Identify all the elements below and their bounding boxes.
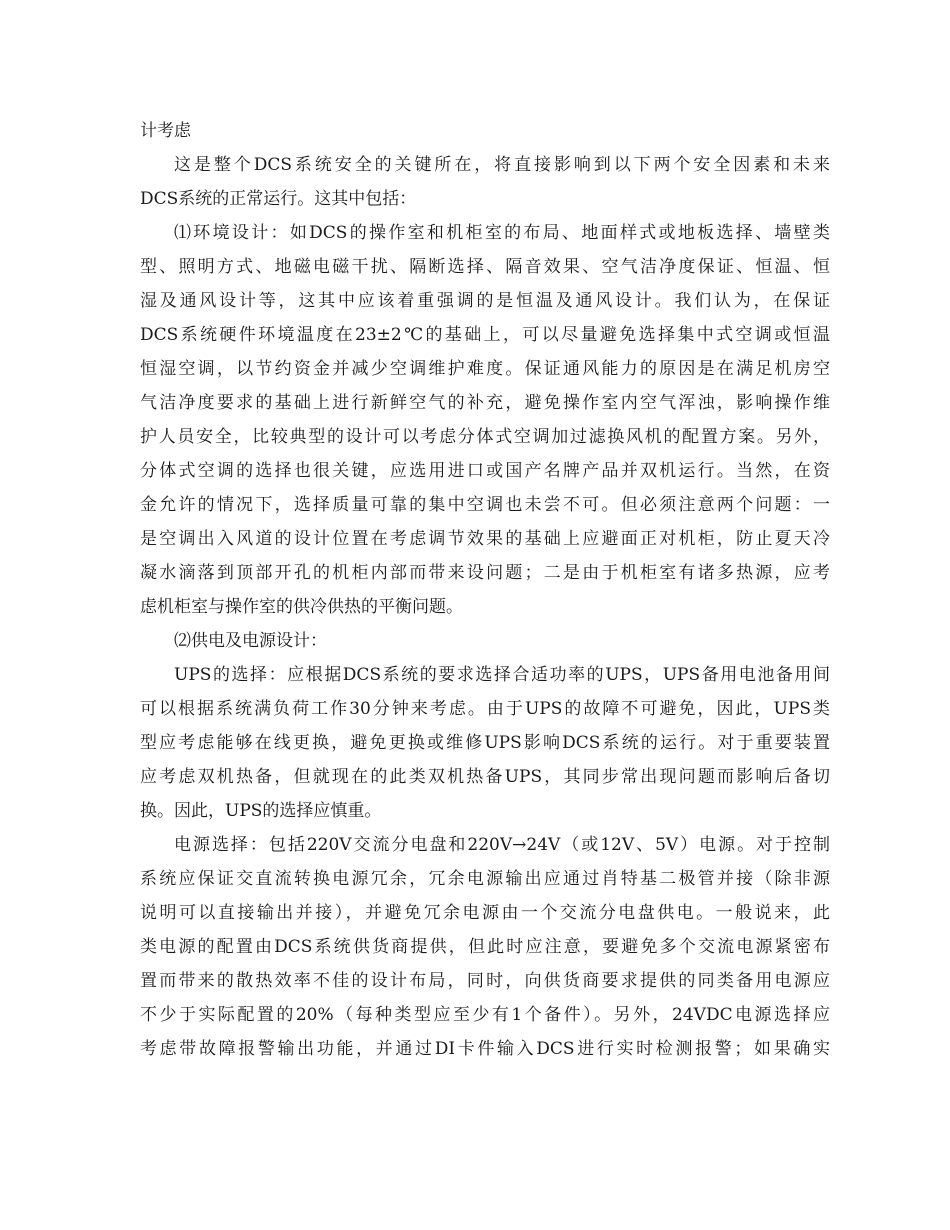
paragraph-line: 电源选择：包括220V交流分电盘和220V→24V（或12V、5V）电源。对于控制 — [174, 835, 830, 855]
text-line: 不少于实际配置的20%（每种类型应至少有1个备件）。另外，24VDC电源选择应 — [140, 1005, 830, 1025]
text-line: 说明可以直接输出并接），并避免冗余电源由一个交流分电盘供电。一般说来，此 — [140, 903, 830, 923]
text-line: 计考虑 — [140, 121, 191, 141]
text-line: 气洁净度要求的基础上进行新鲜空气的补充，避免操作室内空气浑浊，影响操作维 — [140, 393, 830, 413]
text-line: 可以根据系统满负荷工作30分钟来考虑。由于UPS的故障不可避免，因此，UPS类 — [140, 699, 830, 719]
text-line: DCS系统的正常运行。这其中包括： — [140, 189, 417, 209]
text-line: 置而带来的散热效率不佳的设计布局，同时，向供货商要求提供的同类备用电源应 — [140, 971, 830, 991]
paragraph-line: ⑴环境设计：如DCS的操作室和机柜室的布局、地面样式或地板选择、墙壁类 — [174, 223, 830, 243]
text-line: 类电源的配置由DCS系统供货商提供，但此时应注意，要避免多个交流电源紧密布 — [140, 937, 830, 957]
text-line: 型、照明方式、地磁电磁干扰、隔断选择、隔音效果、空气洁净度保证、恒温、恒 — [140, 257, 830, 277]
text-line: 换。因此，UPS的选择应慎重。 — [140, 801, 382, 821]
paragraph-line: UPS的选择：应根据DCS系统的要求选择合适功率的UPS，UPS备用电池备用间 — [174, 665, 830, 685]
text-line: 护人员安全，比较典型的设计可以考虑分体式空调加过滤换风机的配置方案。另外， — [140, 427, 830, 447]
text-line: 型应考虑能够在线更换，避免更换或维修UPS影响DCS系统的运行。对于重要装置 — [140, 733, 830, 753]
text-line: 恒湿空调，以节约资金并减少空调维护难度。保证通风能力的原因是在满足机房空 — [140, 359, 830, 379]
paragraph-line: 这是整个DCS系统安全的关键所在，将直接影响到以下两个安全因素和未来 — [174, 155, 830, 175]
text-line: 虑机柜室与操作室的供冷供热的平衡问题。 — [140, 597, 463, 617]
text-line: 是空调出入风道的设计位置在考虑调节效果的基础上应避面正对机柜，防止夏天冷 — [140, 529, 830, 549]
text-line: DCS系统硬件环境温度在23±2℃的基础上，可以尽量避免选择集中式空调或恒温 — [140, 325, 830, 345]
text-line: 应考虑双机热备，但就现在的此类双机热备UPS，其同步常出现问题而影响后备切 — [140, 767, 830, 787]
text-line: 考虑带故障报警输出功能，并通过DI卡件输入DCS进行实时检测报警；如果确实 — [140, 1039, 830, 1059]
text-line: 凝水滴落到顶部开孔的机柜内部而带来设问题；二是由于机柜室有诸多热源，应考 — [140, 563, 830, 583]
text-line: 分体式空调的选择也很关键，应选用进口或国产名牌产品并双机运行。当然，在资 — [140, 461, 830, 481]
text-line: 系统应保证交直流转换电源冗余，冗余电源输出应通过肖特基二极管并接（除非源 — [140, 869, 830, 889]
paragraph-line: ⑵供电及电源设计： — [174, 631, 327, 651]
text-line: 金允许的情况下，选择质量可靠的集中空调也未尝不可。但必须注意两个问题：一 — [140, 495, 830, 515]
text-line: 湿及通风设计等，这其中应该着重强调的是恒温及通风设计。我们认为，在保证 — [140, 291, 830, 311]
